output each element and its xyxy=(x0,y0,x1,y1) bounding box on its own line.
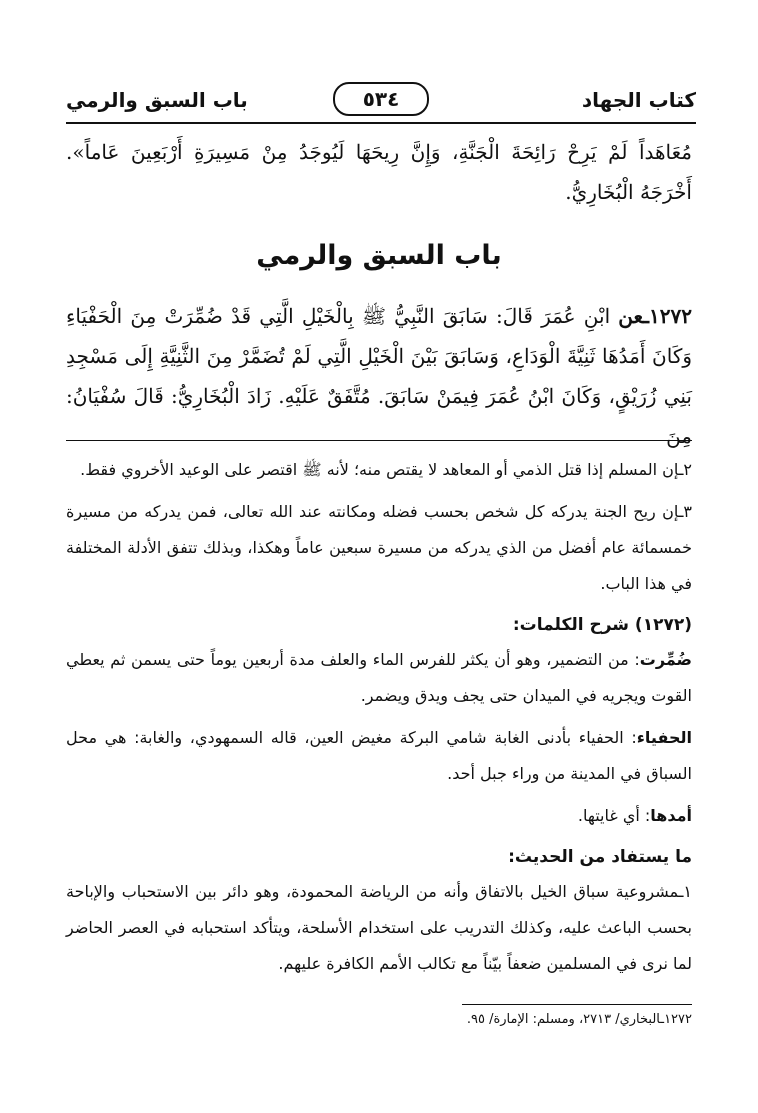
explanation-text: : الحفياء بأدنى الغابة شامي البركة مغيض العين، قاله السمهودي، والغابة: هي محل السباق في المدينة من وراء جبل أحد. xyxy=(66,728,692,783)
footnote: ١٢٧٢ـالبخاري/ ٢٧١٣، ومسلم: الإمارة/ ٩٥. xyxy=(466,1012,692,1027)
explanation-item xyxy=(66,798,692,834)
note-item: ٣ـإن ريح الجنة يدركه كل شخص بحسب فضله ومكانته عند الله تعالى، فمن يدركه من مسيرة خمسمائة عام أفضل من الذي يدركه من مسيرة سبعين عاماً وهكذا، وبذلك تتفق الأدلة المختلفة في هذا الباب. xyxy=(66,502,692,593)
note-item: ٢ـإن المسلم إذا قتل الذمي أو المعاهد لا يقتص منه؛ لأنه ﷺ اقتصر على الوعيد الأخروي فقط. xyxy=(80,460,692,479)
hadith-number: ١٢٧٢ xyxy=(649,304,692,328)
explanation-term: ضُمِّرت xyxy=(639,650,692,669)
chapter-heading: باب السبق والرمي xyxy=(256,240,502,271)
page-header xyxy=(66,80,696,124)
benefit-item: ١ـمشروعية سباق الخيل بالاتفاق وأنه من الرياضة المحمودة، وهو دائر بين الاستحباب والإباحة بحسب الباعث عليه، وكذلك التدريب على استخدام الأسلحة، ويتأكد استحبابه في العصر الحاضر لما نرى في المسلمين ضعفاً بيّناً مع تكالب الأمم الكافرة عليهم. xyxy=(66,882,692,973)
footnote-divider xyxy=(462,1004,692,1005)
book-title: كتاب الجهاد xyxy=(581,88,696,112)
text-notes-divider xyxy=(66,440,692,441)
explanation-text: : أي غايتها. xyxy=(577,806,651,825)
explanation-title: (١٢٧٢) شرح الكلمات: xyxy=(512,615,692,635)
benefits-title: ما يستفاد من الحديث: xyxy=(508,847,692,867)
running-chapter-title: باب السبق والرمي xyxy=(66,88,248,112)
hadith-paragraph xyxy=(66,296,692,456)
explanation-term: الحفياء xyxy=(636,728,692,747)
continued-hadith-text: مُعَاهَداً لَمْ يَرِحْ رَائِحَةَ الْجَنَّةِ، وَإِنَّ رِيحَهَا لَيُوجَدُ مِنْ مَسِيرَةِ أَرْبَعِينَ عَاماً». أَخْرَجَهُ الْبُخَارِيُّ. xyxy=(66,140,693,204)
notes-section xyxy=(66,452,692,988)
explanation-item xyxy=(66,720,692,792)
page-number: ٥٣٤ xyxy=(333,82,429,116)
hadith-narrator-prefix: عن xyxy=(618,304,644,328)
hadith-text: ابْنِ عُمَرَ قَالَ: سَابَقَ النَّبِيُّ ﷺ بِالْخَيْلِ الَّتِي قَدْ ضُمِّرَتْ مِنَ الْحَفْيَاءِ وَكَانَ أَمَدُهَا ثَنِيَّةَ الْوَدَاعِ، وَسَابَقَ بَيْنَ الْخَيْلِ الَّتِي لَمْ تُضَمَّرْ مِنَ الثَّنِيَّةِ إِلَى مَسْجِدِ بَنِي زُرَيْقٍ، وَكَانَ ابْنُ عُمَرَ فِيمَنْ سَابَقَ. مُتَّفَقٌ عَلَيْهِ. زَادَ الْبُخَارِيُّ: قَالَ سُفْيَانُ: مِنَ xyxy=(66,304,692,448)
explanation-item xyxy=(66,642,692,714)
explanation-text: : من التضمير، وهو أن يكثر للفرس الماء والعلف مدة أربعين يوماً حتى يسمن ثم يعطي القوت ويجريه في الميدان حتى يجف ويدق ويضمر. xyxy=(66,650,692,705)
hadith-dash: ـ xyxy=(643,304,650,328)
explanation-term: أمدها xyxy=(650,806,692,825)
